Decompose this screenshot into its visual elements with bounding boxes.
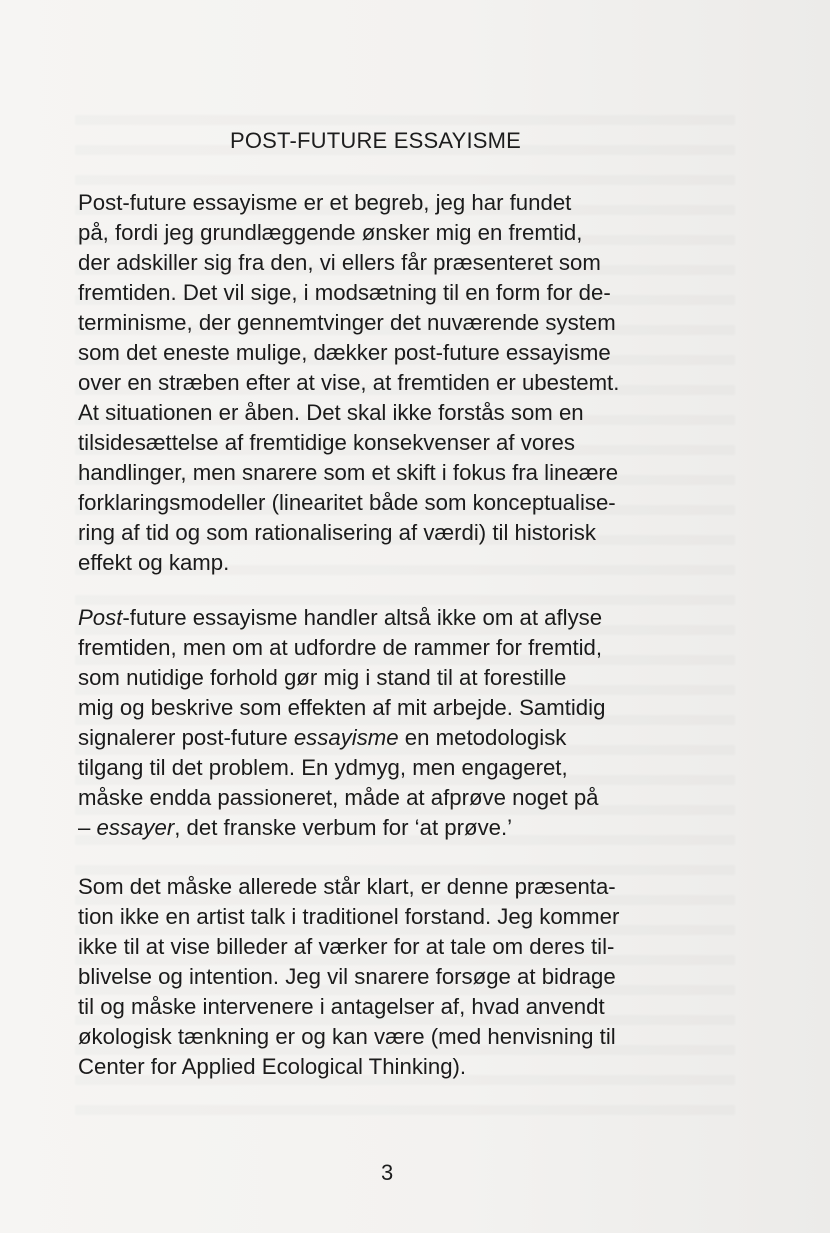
paragraph-2 bbox=[78, 603, 713, 843]
italic-word-essayer: essayer bbox=[96, 815, 175, 840]
paragraph-line: handlinger, men snarere som et skift i fokus fra lineære bbox=[78, 460, 619, 485]
page-title: POST-FUTURE ESSAYISME bbox=[230, 128, 522, 153]
paragraph-line bbox=[78, 813, 713, 843]
paragraph-line bbox=[78, 723, 713, 753]
paragraph-1 bbox=[78, 188, 713, 578]
paragraph-line: måske endda passioneret, måde at afprøve noget på bbox=[78, 785, 599, 810]
paragraph-line: effekt og kamp. bbox=[78, 550, 230, 575]
paragraph-line: som nutidige forhold gør mig i stand til at forestille bbox=[78, 665, 567, 690]
paragraph-line: tilsidesættelse af fremtidige konsekvenser af vores bbox=[78, 430, 575, 455]
italic-word-post: Post bbox=[78, 605, 123, 630]
paragraph-line: terminisme, der gennemtvinger det nuværende system bbox=[78, 310, 616, 335]
paragraph-3 bbox=[78, 872, 713, 1082]
paragraph-line: der adskiller sig fra den, vi ellers får præsenteret som bbox=[78, 250, 601, 275]
paragraph-line-text: signalerer post-future bbox=[78, 725, 294, 750]
page-number: 3 bbox=[381, 1160, 394, 1185]
paragraph-line: At situationen er åben. Det skal ikke forstås som en bbox=[78, 400, 584, 425]
paragraph-line: mig og beskrive som effekten af mit arbejde. Samtidig bbox=[78, 695, 606, 720]
italic-word-essayisme: essayisme bbox=[293, 725, 399, 750]
paragraph-line: over en stræben efter at vise, at fremtiden er ubestemt. bbox=[78, 370, 620, 395]
paragraph-line: tion ikke en artist talk i traditionel forstand. Jeg kommer bbox=[78, 904, 620, 929]
paragraph-line-text: en metodologisk bbox=[398, 725, 567, 750]
paragraph-line-text: , det franske verbum for ‘at prøve.’ bbox=[174, 815, 513, 840]
paragraph-line-text: – bbox=[78, 815, 97, 840]
paragraph-line: tilgang til det problem. En ydmyg, men engageret, bbox=[78, 755, 568, 780]
paragraph-line: forklaringsmodeller (linearitet både som konceptualise- bbox=[78, 490, 616, 515]
paragraph-line: til og måske intervenere i antagelser af, hvad anvendt bbox=[78, 994, 605, 1019]
paragraph-line: Center for Applied Ecological Thinking). bbox=[78, 1054, 467, 1079]
paragraph-line bbox=[78, 603, 713, 633]
paragraph-line: Som det måske allerede står klart, er denne præsenta- bbox=[78, 874, 616, 899]
paragraph-line: på, fordi jeg grundlæggende ønsker mig en fremtid, bbox=[78, 220, 583, 245]
paragraph-line: ring af tid og som rationalisering af værdi) til historisk bbox=[78, 520, 596, 545]
paragraph-line: Post-future essayisme er et begreb, jeg har fundet bbox=[78, 190, 572, 215]
paragraph-line: fremtiden. Det vil sige, i modsætning til en form for de- bbox=[78, 280, 611, 305]
paragraph-line: som det eneste mulige, dækker post-future essayisme bbox=[78, 340, 611, 365]
paragraph-line: økologisk tænkning er og kan være (med henvisning til bbox=[78, 1024, 616, 1049]
paragraph-line: fremtiden, men om at udfordre de rammer for fremtid, bbox=[78, 635, 603, 660]
paragraph-line: blivelse og intention. Jeg vil snarere forsøge at bidrage bbox=[78, 964, 616, 989]
paragraph-line-text: -future essayisme handler altså ikke om at aflyse bbox=[122, 605, 603, 630]
paragraph-line: ikke til at vise billeder af værker for at tale om deres til- bbox=[78, 934, 615, 959]
